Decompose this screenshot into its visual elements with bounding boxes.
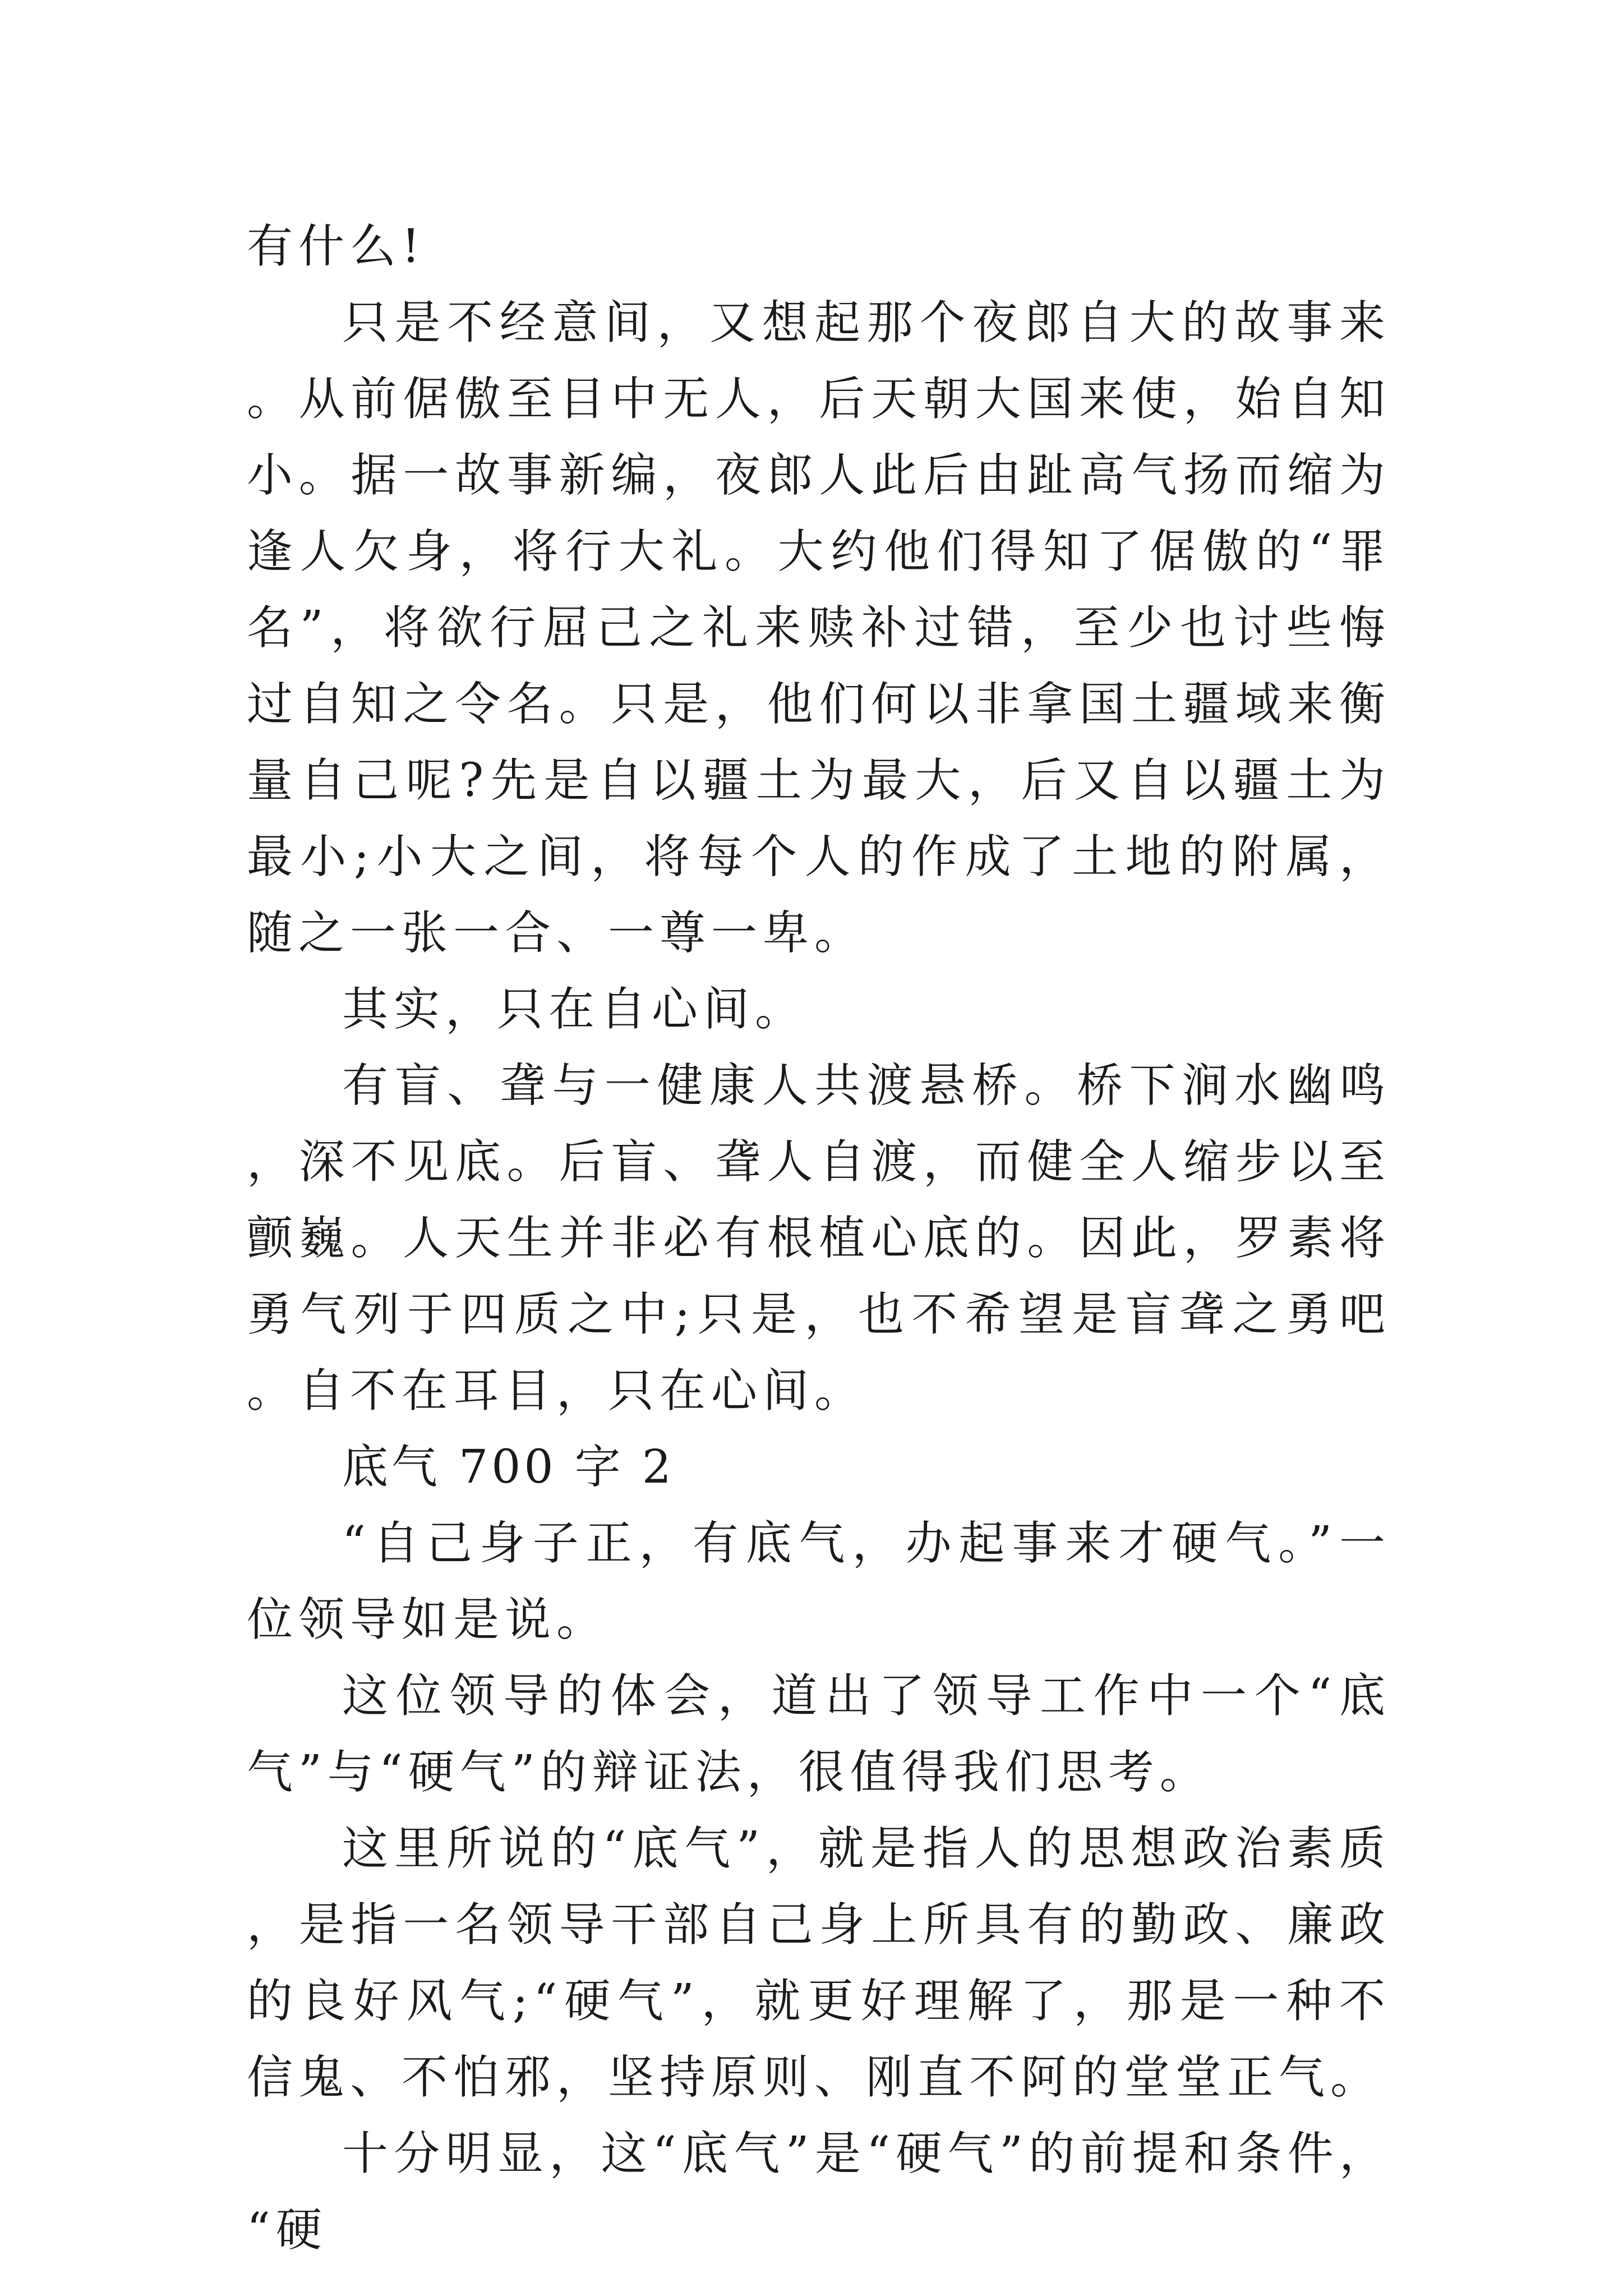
- paragraph: 只是不经意间，又想起那个夜郎自大的故事来。从前倨傲至目中无人，后天朝大国来使，始自知小。据一故事新编，夜郎人此后由趾高气扬而缩为逢人欠身，将行大礼。大约他们得知了倨傲的“罪名”，将欲行屈己之礼来赎补过错，至少也讨些悔过自知之令名。只是，他们何以非拿国土疆域来衡量自己呢?先是自以疆土为最大，后又自以疆土为最小;小大之间，将每个人的作成了土地的附属，随之一张一合、一尊一卑。: [247, 296, 1391, 960]
- paragraph: 这里所说的“底气”，就是指人的思想政治素质，是指一名领导干部自己身上所具有的勤政、廉政的良好风气;“硬气”，就更好理解了，那是一种不信鬼、不怕邪，坚持原则、刚直不阿的堂堂正气。: [247, 1822, 1391, 2104]
- paragraph: 有什么!: [247, 220, 426, 273]
- paragraph: 有盲、聋与一健康人共渡悬桥。桥下涧水幽鸣，深不见底。后盲、聋人自渡，而健全人缩步以至颤巍。人天生并非必有根植心底的。因此，罗素将勇气列于四质之中;只是，也不希望是盲聋之勇吧。自不在耳目，只在心间。: [247, 1059, 1391, 1418]
- section-heading: 底气 700 字 2: [342, 1441, 675, 1494]
- paragraph: 其实，只在自心间。: [342, 983, 807, 1036]
- paragraph: 这位领导的体会，道出了领导工作中一个“底气”与“硬气”的辩证法，很值得我们思考。: [247, 1669, 1391, 1799]
- document-body: [247, 209, 1391, 2269]
- paragraph: 十分明显，这“底气”是“硬气”的前提和条件，“硬: [247, 2127, 1391, 2257]
- paragraph: “自己身子正，有底气，办起事来才硬气。”一位领导如是说。: [247, 1517, 1391, 1646]
